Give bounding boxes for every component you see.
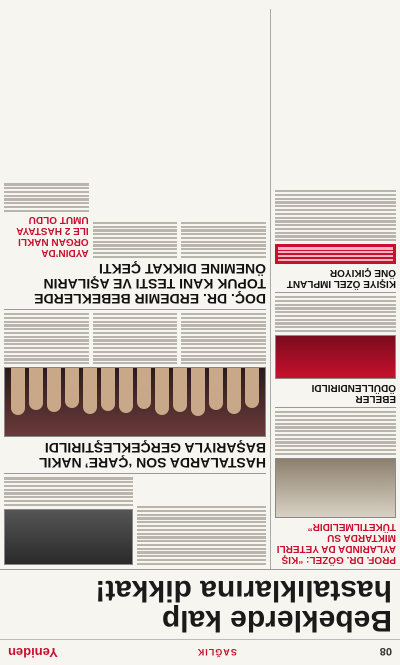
- story-title-water: PROF. DR. GÖZEL: “KIŞ AYLARINDA DA YETERLI MIKTARDA SU TÜKETILMELIDIR”: [276, 521, 396, 565]
- page-number: 08: [379, 645, 392, 658]
- story-title-organ: AYDIN’DA ORGAN NAKLI ILE 2 HASTAYA UMUT OLDU: [16, 214, 89, 258]
- left-column: [270, 9, 400, 569]
- top-story-columns: [4, 477, 266, 565]
- column-divider: [275, 292, 396, 293]
- story-title-midwives: EBELER ÖDÜLLENDIRILDI: [311, 382, 396, 405]
- right-column: [0, 9, 270, 569]
- story-text-water: [275, 411, 396, 455]
- story-text-transplant-2: [93, 313, 178, 364]
- column-divider: [275, 407, 396, 408]
- implant-highlight-lines: [278, 247, 393, 261]
- story-text-midwives: [275, 296, 396, 332]
- story-divider: [4, 473, 266, 474]
- story-text-organ: [4, 183, 89, 212]
- story-text-main: [137, 506, 266, 565]
- story-title-transplant: HASTALARDA SON ‘ÇARE’ NAKIL BAŞARIYLA GERÇEKLEŞTIRILDI: [39, 440, 266, 472]
- photo-medical-team: [4, 367, 266, 437]
- transplant-story-columns: [4, 313, 266, 364]
- heel-test-columns: [4, 183, 266, 258]
- section-label: SAĞLIK: [196, 647, 237, 658]
- story-divider: [4, 309, 266, 310]
- story-text-transplant-1: [181, 313, 266, 364]
- photo-professor: [275, 458, 396, 518]
- photo-midwives: [275, 335, 396, 379]
- main-headline: Bebeklerde kalp hastalıklarına dikkat!: [95, 574, 392, 637]
- implant-highlight-box: [275, 244, 396, 264]
- story-text-implant: [275, 190, 396, 241]
- story-text-main-2: [4, 477, 133, 506]
- story-title-implant: KIŞIYE ÖZEL IMPLANT ÖNE ÇIKIYOR: [286, 267, 396, 289]
- page-number-block: [376, 644, 392, 662]
- story-text-heel-1: [181, 183, 266, 258]
- photo-newborn: [4, 509, 133, 565]
- story-text-transplant-3: [4, 313, 89, 364]
- page-body: [0, 9, 400, 569]
- story-text-heel-2: [93, 183, 178, 258]
- newspaper-logo: Yeniden: [8, 645, 58, 660]
- story-title-heel-test: DOÇ. DR. ERDEMIR BEBEKLERDE TOPUK KANI TESTI VE AŞILARIN ÖNEMINE DIKKAT ÇEKTI: [34, 261, 266, 307]
- page-header: [0, 639, 400, 665]
